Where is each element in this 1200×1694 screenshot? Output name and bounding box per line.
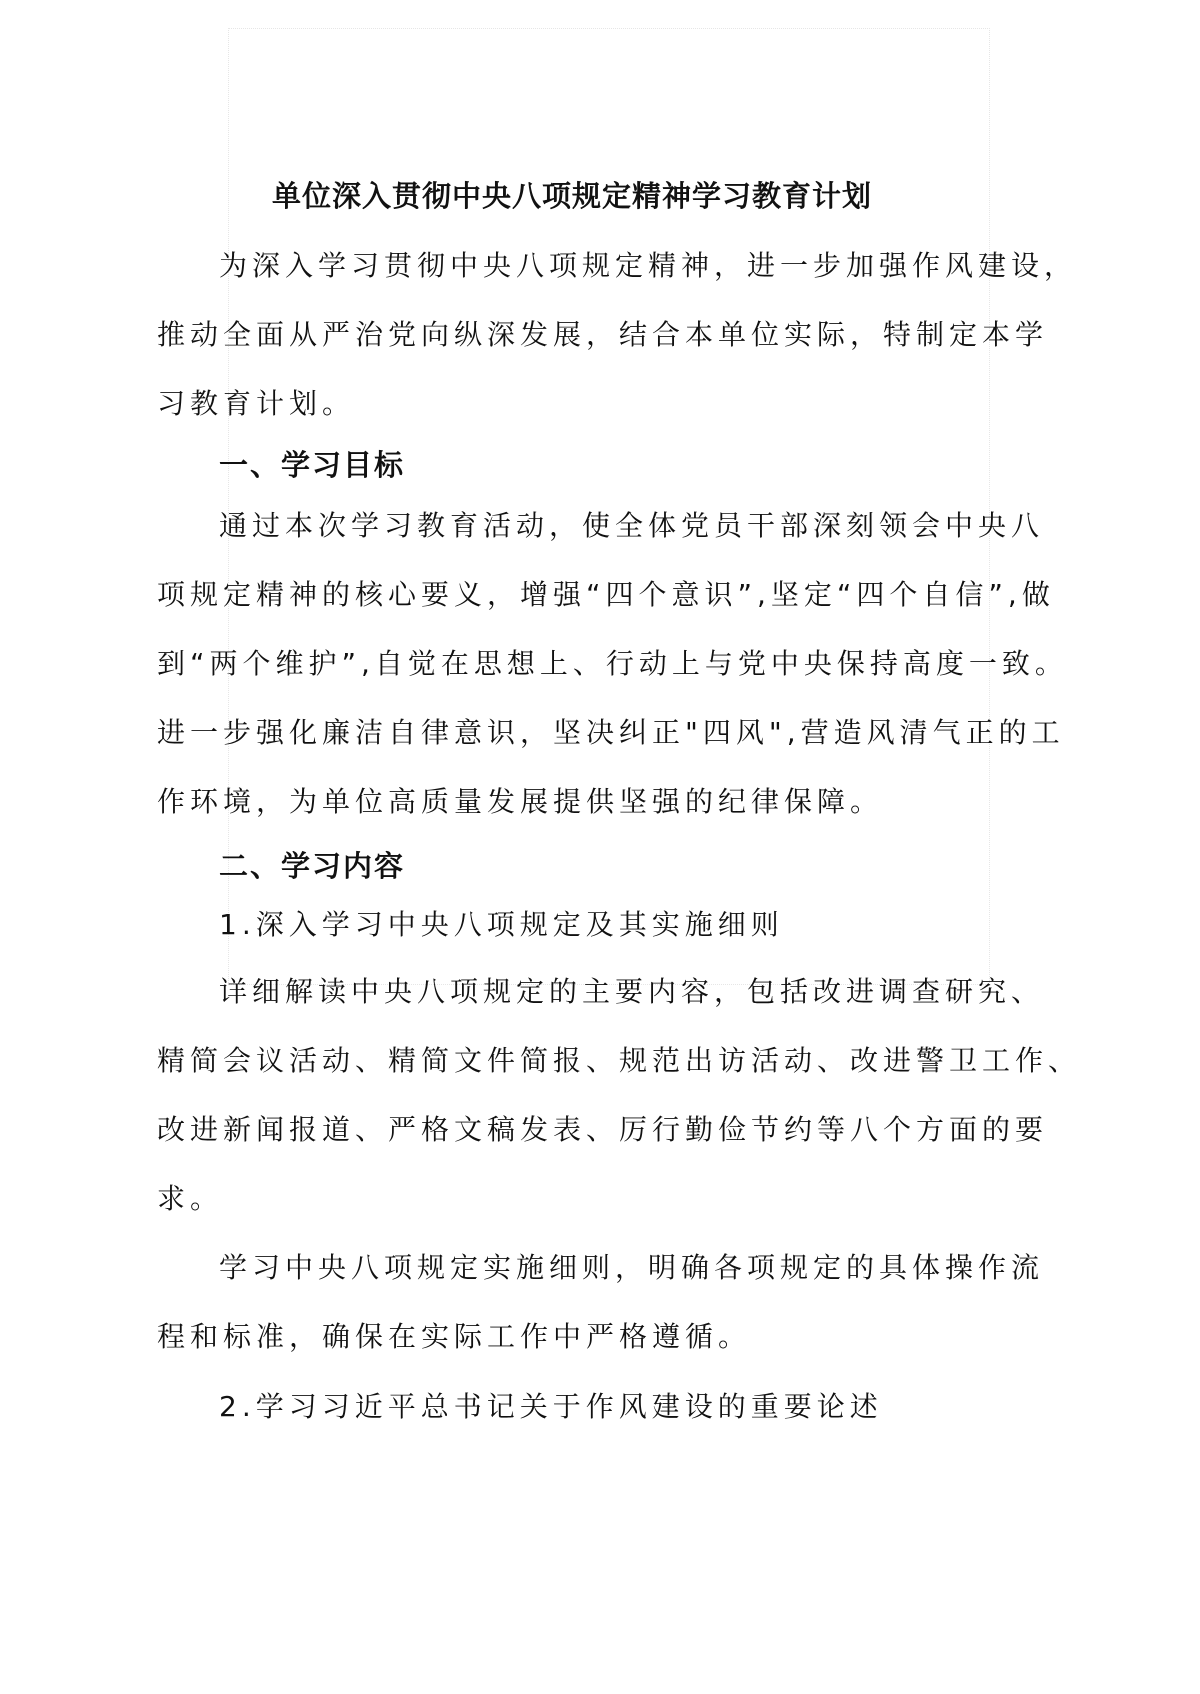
paragraph-line: 学习中央八项规定实施细则，明确各项规定的具体操作流 bbox=[219, 1251, 1045, 1284]
paragraph-line: 改进新闻报道、严格文稿发表、厉行勤俭节约等八个方面的要 bbox=[157, 1113, 1049, 1146]
paragraph-line: 精简会议活动、精简文件简报、规范出访活动、改进警卫工作、 bbox=[157, 1044, 1082, 1077]
section-heading-goals: 一、学习目标 bbox=[219, 448, 406, 482]
paragraph-line: 求。 bbox=[157, 1182, 224, 1215]
paragraph-line: 习教育计划。 bbox=[157, 387, 356, 420]
paragraph-line: 详细解读中央八项规定的主要内容，包括改进调查研究、 bbox=[219, 975, 1045, 1008]
paragraph-line: 进一步强化廉洁自律意识，坚决纠正"四风",营造风清气正的工 bbox=[157, 716, 1065, 749]
paragraph-line: 项规定精神的核心要义，增强“四个意识”,坚定“四个自信”,做 bbox=[157, 578, 1055, 611]
paragraph-line: 到“两个维护”,自觉在思想上、行动上与党中央保持高度一致。 bbox=[157, 647, 1068, 680]
section-heading-content: 二、学习内容 bbox=[219, 849, 406, 883]
paragraph-line: 为深入学习贯彻中央八项规定精神，进一步加强作风建设， bbox=[219, 249, 1078, 282]
paragraph-line: 推动全面从严治党向纵深发展，结合本单位实际，特制定本学 bbox=[157, 318, 1049, 351]
subsection-heading: 1.深入学习中央八项规定及其实施细则 bbox=[219, 908, 784, 941]
document-title: 单位深入贯彻中央八项规定精神学习教育计划 bbox=[271, 179, 872, 213]
paragraph-line: 通过本次学习教育活动，使全体党员干部深刻领会中央八 bbox=[219, 509, 1045, 542]
paragraph-line: 程和标准，确保在实际工作中严格遵循。 bbox=[157, 1320, 752, 1353]
paragraph-line: 作环境，为单位高质量发展提供坚强的纪律保障。 bbox=[157, 785, 884, 818]
subsection-heading: 2.学习习近平总书记关于作风建设的重要论述 bbox=[219, 1390, 883, 1423]
